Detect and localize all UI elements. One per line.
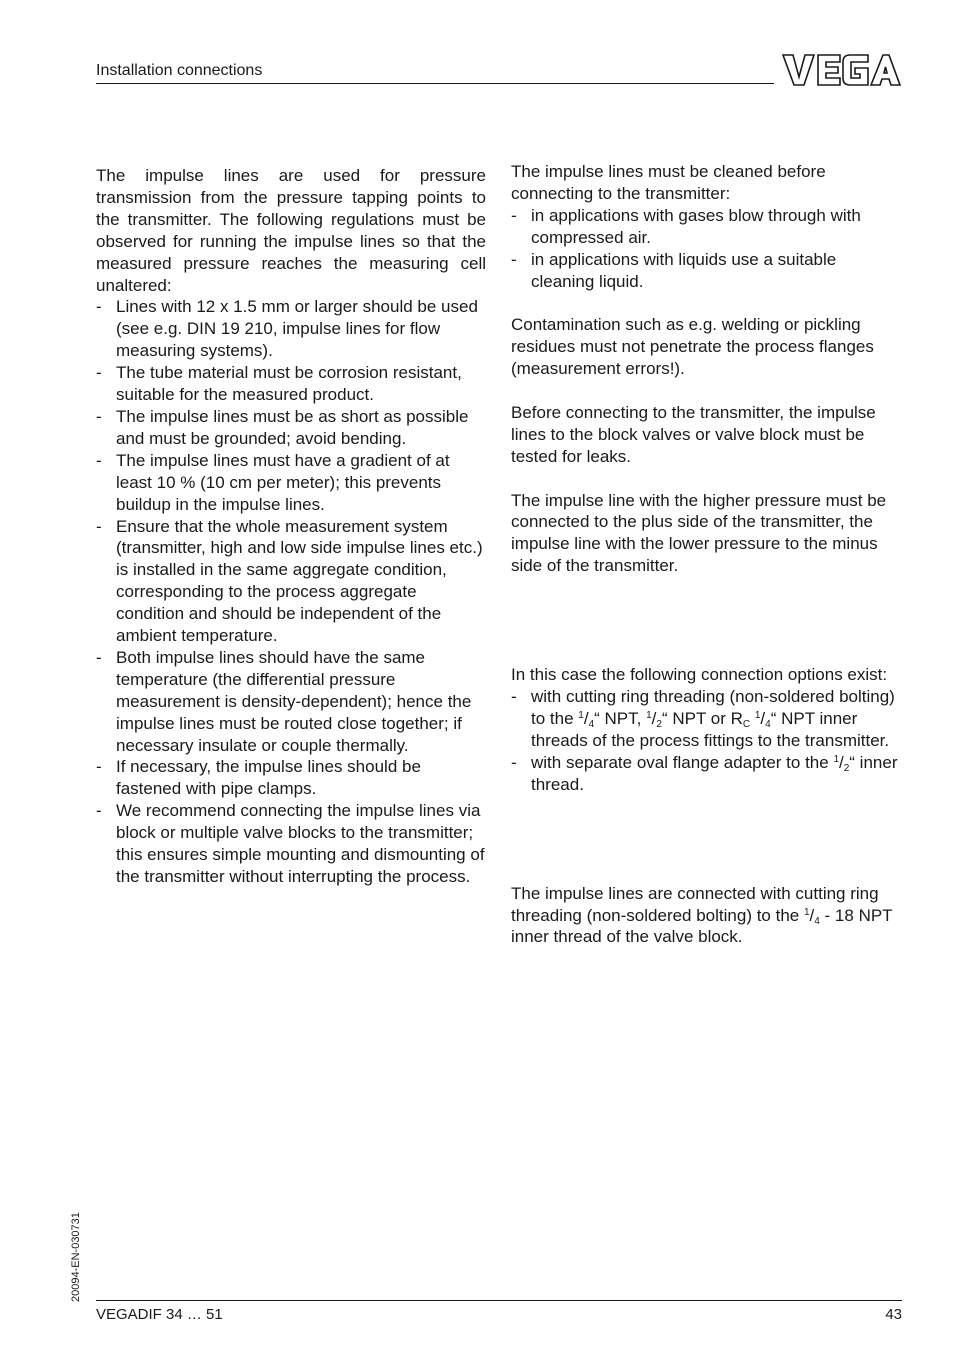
regulations-list [96, 296, 486, 887]
list-item: - The tube material must be corrosion resistant, suitable for the measured product. [96, 363, 462, 405]
cleaning-intro: The impulse lines must be cleaned before connecting to the transmitter: [511, 162, 826, 203]
connection-options-intro: In this case the following connection options exist: [511, 665, 888, 685]
list-item: - The impulse lines must have a gradient of at least 10 % (10 cm per meter); this prevents buildup in the impulse lines. [96, 450, 450, 514]
list-item: - Lines with 12 x 1.5 mm or larger should be used (see e.g. DIN 19 210, impulse lines for flow measuring systems). [96, 297, 478, 361]
pressure-side-note: The impulse line with the higher pressure must be connected to the plus side of the transmitter, the impulse line with the lower pressure to the minus side of the transmitter. [511, 490, 887, 576]
cleaning-list [511, 205, 903, 293]
header-rule [96, 83, 774, 84]
list-item: - The impulse lines must be as short as possible and must be grounded; avoid bending. [96, 406, 469, 448]
list-item: - If necessary, the impulse lines should be fastened with pipe clamps. [96, 757, 421, 799]
leak-test-note: Before connecting to the transmitter, the impulse lines to the block valves or valve block must be tested for leaks. [511, 402, 876, 466]
list-item: - with cutting ring threading (non-soldered bolting) to the $^1/_4“$ NPT, $^1/_2“$ NPT or $R_C$ $^1/_4“$ NPT inner threads of the process fittings to the transmitter. [511, 687, 895, 750]
valve-block-note: The impulse lines are connected with cutting ring threading (non-soldered bolting) to the $^1/_4 - 18$ NPT inner thread of the valve block. [511, 883, 893, 947]
vega-logo [780, 52, 902, 88]
list-item: - in applications with liquids use a suitable cleaning liquid. [511, 249, 837, 291]
list-item: - in applications with gases blow through with compressed air. [511, 205, 861, 247]
page-number: 43 [885, 1306, 902, 1323]
impulse-lines-intro: The impulse lines are used for pressure transmission from the pressure tapping points to the transmitter. The following regulations must be observed for running the impulse lines so that the measured pressure reaches the measuring cell unaltered: [96, 166, 486, 295]
contamination-note: Contamination such as e.g. welding or pickling residues must not penetrate the process flanges (measurement errors!). [511, 315, 874, 379]
document-id: 20094-EN-030731 [70, 1212, 82, 1302]
footer-product: VEGADIF 34 … 51 [96, 1306, 223, 1323]
header-title: Installation connections [96, 62, 263, 79]
list-item: - Both impulse lines should have the same temperature (the differential pressure measurement is density-dependent); hence the impulse lines must be routed close together; if necessary insulate or couple thermally. [96, 647, 472, 755]
list-item: - Ensure that the whole measurement system (transmitter, high and low side impulse lines etc.) is installed in the same aggregate condition, corresponding to the process aggregate condition and should be independent of the ambient temperature. [96, 516, 483, 646]
footer-rule [96, 1300, 902, 1301]
left-column [96, 165, 486, 888]
list-item: - We recommend connecting the impulse lines via block or multiple valve blocks to the transmitter; this ensures simple mounting and dismounting of the transmitter without interrupting the process. [96, 801, 485, 886]
connection-options-list [511, 686, 903, 796]
list-item: - with separate oval flange adapter to the $^1/_2“$ inner thread. [511, 752, 898, 794]
right-column [511, 161, 903, 948]
